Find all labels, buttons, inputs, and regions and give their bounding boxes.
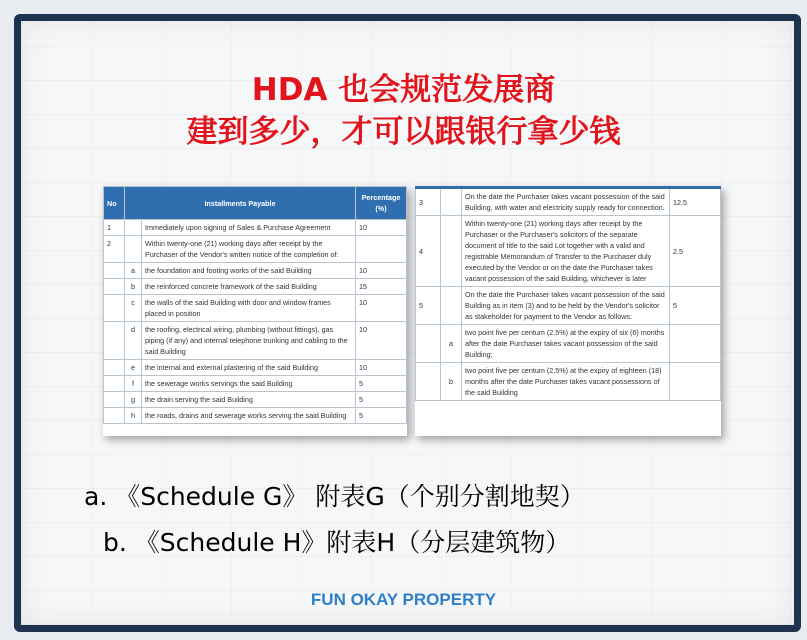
table-row — [104, 220, 407, 236]
row-number-cell — [416, 363, 441, 401]
table-header-row — [104, 187, 407, 220]
row-percentage-cell: 10 — [356, 295, 407, 322]
row-number-cell — [104, 279, 125, 295]
slide-title-line1: HDA 也会规范发展商 — [251, 72, 556, 108]
table-row — [104, 263, 407, 279]
row-sub-cell: a — [441, 325, 462, 363]
row-percentage-cell: 2.5 — [670, 216, 721, 287]
row-percentage-cell: 10 — [356, 263, 407, 279]
row-percentage-cell: 10 — [356, 360, 407, 376]
header-installments: Installments Payable — [125, 187, 356, 220]
row-text-cell: the drain serving the said Building — [142, 392, 356, 408]
row-sub-cell: h — [125, 408, 142, 424]
table-row — [416, 287, 721, 325]
row-number-cell — [104, 408, 125, 424]
slide-title-line2: 建到多少，才可以跟银行拿少钱 — [186, 114, 621, 150]
row-percentage-cell: 5 — [356, 392, 407, 408]
table-row — [416, 363, 721, 401]
row-percentage-cell — [670, 363, 721, 401]
row-number-cell — [104, 263, 125, 279]
table-row — [104, 392, 407, 408]
table-row — [416, 188, 721, 216]
brand-footer: FUN OKAY PROPERTY — [310, 590, 497, 609]
row-number-cell — [104, 360, 125, 376]
row-text-cell: the foundation and footing works of the said Building — [142, 263, 356, 279]
table-row — [104, 408, 407, 424]
installments-table-left — [103, 186, 407, 436]
row-text-cell: On the date the Purchaser takes vacant possession of the said Building as in item (3) and to be held by the Vendor's solicitor as stakeholder for payment to the Vendor as follows: — [462, 287, 670, 325]
row-text-cell: the sewerage works servings the said Building — [142, 376, 356, 392]
row-sub-cell: b — [441, 363, 462, 401]
table-row — [416, 216, 721, 287]
row-text-cell: two point five per centum (2.5%) at the expiry of six (6) months after the date Purchaser takes vacant possession of the said Building; — [462, 325, 670, 363]
row-sub-cell: d — [125, 322, 142, 360]
row-sub-cell: f — [125, 376, 142, 392]
row-number-cell: 3 — [416, 188, 441, 216]
row-sub-cell: b — [125, 279, 142, 295]
row-number-cell — [104, 322, 125, 360]
row-sub-cell — [441, 287, 462, 325]
row-text-cell: Within twenty-one (21) working days after receipt by the Purchaser of the Vendor's written notice of the completion of: — [142, 236, 356, 263]
header-no: No — [104, 187, 125, 220]
table-row — [416, 325, 721, 363]
row-text-cell: Within twenty-one (21) working days after receipt by the Purchaser or the Purchaser's solicitors of the separate document of title to the said Lot together with a valid and registrable Memorandum of Transfer to the Purchaser duly executed by the Vendor or on the date the Purchaser takes vacant possession of the said Building, whichever is later — [462, 216, 670, 287]
installments-table-right — [415, 186, 721, 436]
row-percentage-cell: 10 — [356, 220, 407, 236]
row-sub-cell — [125, 220, 142, 236]
row-number-cell: 1 — [104, 220, 125, 236]
header-percentage: Percentage (%) — [356, 187, 407, 220]
row-number-cell: 4 — [416, 216, 441, 287]
row-text-cell: two point five per centum (2.5%) at the expiry of eighteen (18) months after the date Purchaser takes vacant possessions of the said Building — [462, 363, 670, 401]
row-percentage-cell — [356, 236, 407, 263]
row-number-cell — [104, 392, 125, 408]
row-percentage-cell: 5 — [356, 376, 407, 392]
row-sub-cell: g — [125, 392, 142, 408]
row-percentage-cell: 5 — [356, 408, 407, 424]
table-row — [104, 376, 407, 392]
row-percentage-cell: 5 — [670, 287, 721, 325]
row-text-cell: Immediately upon signing of Sales & Purchase Agreement — [142, 220, 356, 236]
row-percentage-cell: 10 — [356, 322, 407, 360]
row-text-cell: the internal and external plastering of the said Building — [142, 360, 356, 376]
row-text-cell: On the date the Purchaser takes vacant possession of the said Building, with water and electricity supply ready for connection. — [462, 188, 670, 216]
row-sub-cell: c — [125, 295, 142, 322]
schedule-h-line: b. 《Schedule H》附表H（分层建筑物） — [103, 528, 571, 557]
row-number-cell: 5 — [416, 287, 441, 325]
row-percentage-cell — [670, 325, 721, 363]
table-row — [104, 279, 407, 295]
row-sub-cell — [441, 188, 462, 216]
row-number-cell — [104, 376, 125, 392]
row-sub-cell — [125, 236, 142, 263]
row-sub-cell — [441, 216, 462, 287]
schedule-g-line: a. 《Schedule G》 附表G（个别分割地契） — [84, 482, 585, 511]
row-text-cell: the roofing, electrical wiring, plumbing (without fittings), gas piping (if any) and internal telephone trunking and cabling to the said Building — [142, 322, 356, 360]
table-row — [104, 360, 407, 376]
row-number-cell — [416, 325, 441, 363]
table-row — [104, 236, 407, 263]
table-row — [104, 322, 407, 360]
row-number-cell — [104, 295, 125, 322]
row-text-cell: the walls of the said Building with door and window frames placed in position — [142, 295, 356, 322]
row-sub-cell: a — [125, 263, 142, 279]
row-percentage-cell: 12.5 — [670, 188, 721, 216]
table-row — [104, 295, 407, 322]
row-sub-cell: e — [125, 360, 142, 376]
row-text-cell: the reinforced concrete framework of the said Building — [142, 279, 356, 295]
row-text-cell: the roads, drains and sewerage works serving the said Building — [142, 408, 356, 424]
row-percentage-cell: 15 — [356, 279, 407, 295]
row-number-cell: 2 — [104, 236, 125, 263]
